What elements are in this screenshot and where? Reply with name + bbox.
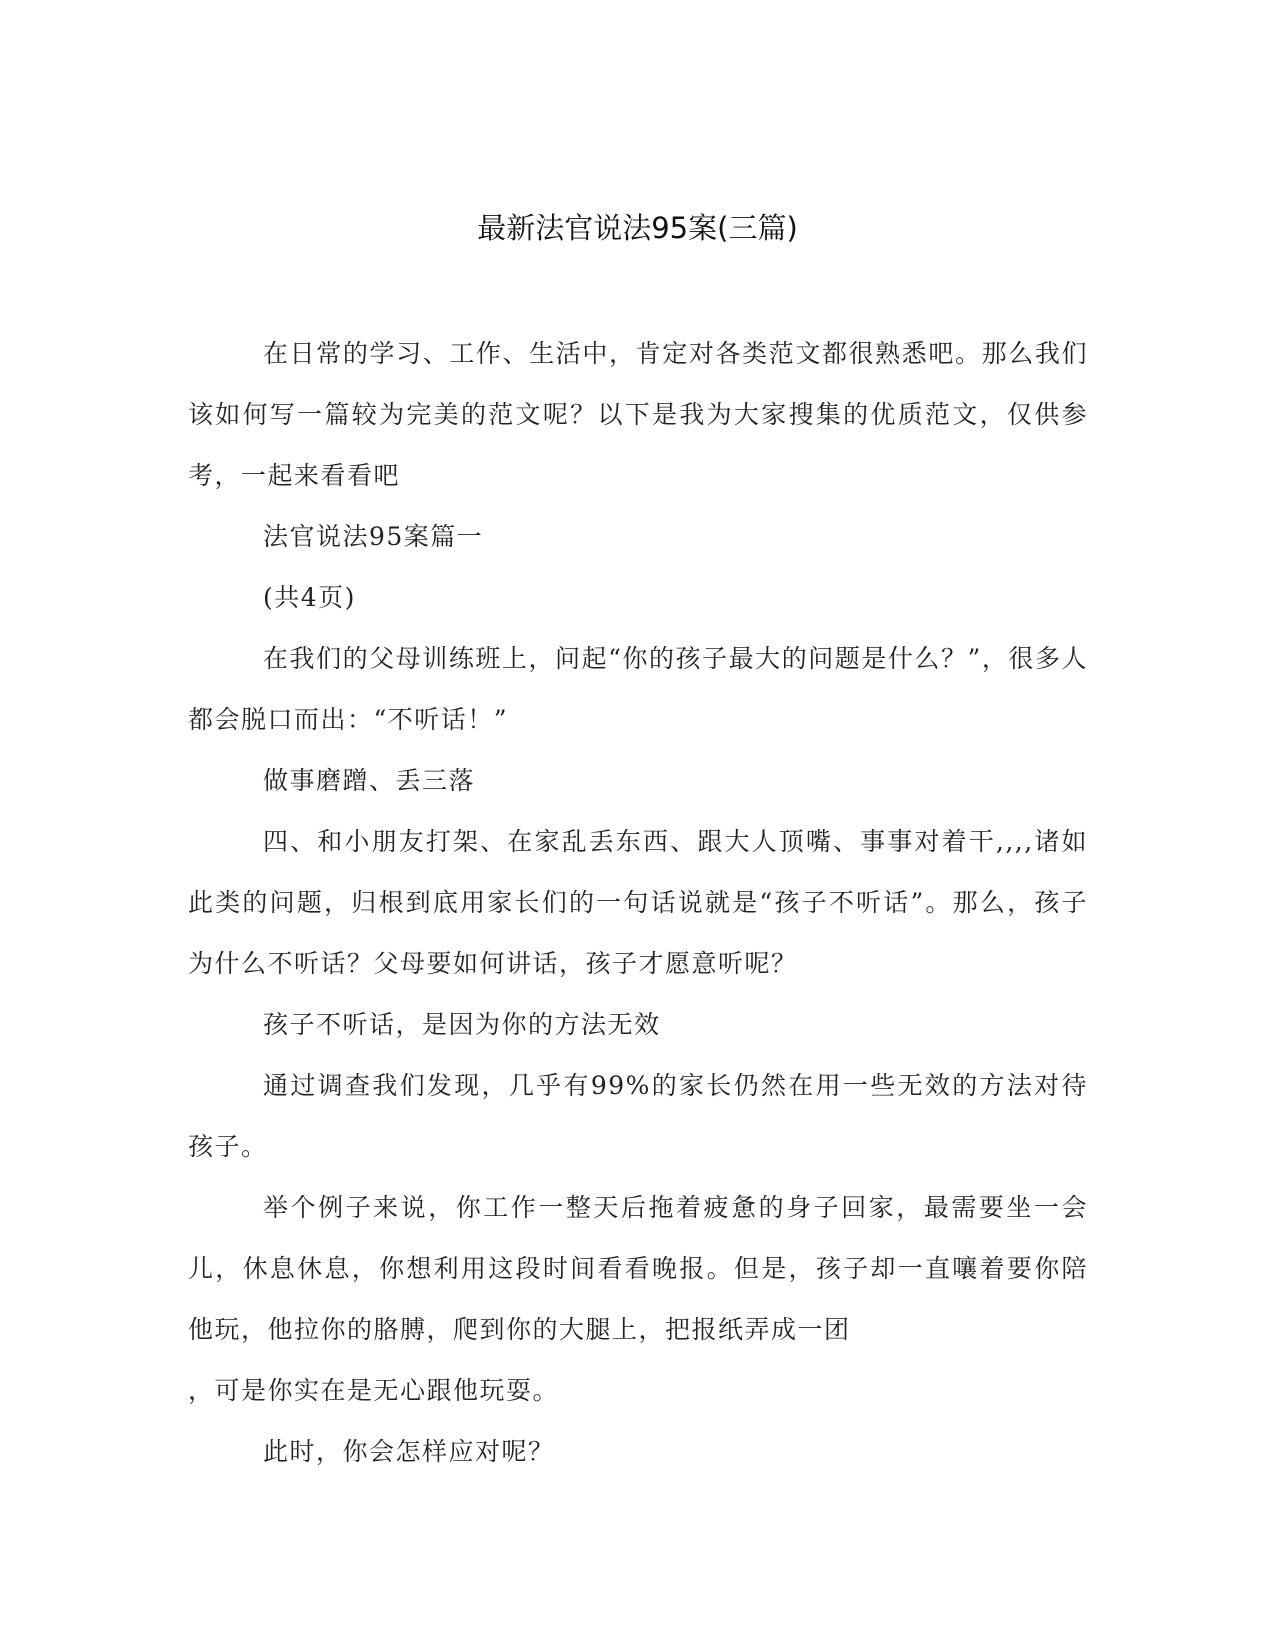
body-paragraph: 举个例子来说，你工作一整天后拖着疲惫的身子回家，最需要坐一会儿，休息休息，你想利用这段时间看看晚报。但是，孩子却一直嚷着要你陪他玩，他拉你的胳膊，爬到你的大腿上，把报纸弄成一团 xyxy=(188,1193,1088,1344)
section-heading: 法官说法95案篇一 xyxy=(263,522,484,551)
intro-paragraph: 在日常的学习、工作、生活中，肯定对各类范文都很熟悉吧。那么我们该如何写一篇较为完美的范文呢？以下是我为大家搜集的优质范文，仅供参考，一起来看看吧 xyxy=(188,339,1088,490)
document-body xyxy=(188,323,1088,1482)
body-paragraph: 做事磨蹭、丢三落 xyxy=(263,766,476,795)
body-paragraph: 此时，你会怎样应对呢？ xyxy=(263,1437,555,1466)
body-paragraph: 通过调查我们发现，几乎有99%的家长仍然在用一些无效的方法对待孩子。 xyxy=(188,1071,1088,1161)
body-paragraph-continuation: ，可是你实在是无心跟他玩耍。 xyxy=(188,1376,560,1405)
document-title: 最新法官说法95案(三篇) xyxy=(477,211,798,245)
body-paragraph: 在我们的父母训练班上，问起“你的孩子最大的问题是什么？”，很多人都会脱口而出：“不听话！” xyxy=(188,644,1088,734)
body-paragraph: 四、和小朋友打架、在家乱丢东西、跟大人顶嘴、事事对着干,,,,诸如此类的问题，归根到底用家长们的一句话说就是“孩子不听话”。那么，孩子为什么不听话？父母要如何讲话，孩子才愿意听呢？ xyxy=(188,827,1088,978)
page-count-note: (共4页) xyxy=(263,583,356,612)
subheading-paragraph: 孩子不听话，是因为你的方法无效 xyxy=(263,1010,661,1039)
